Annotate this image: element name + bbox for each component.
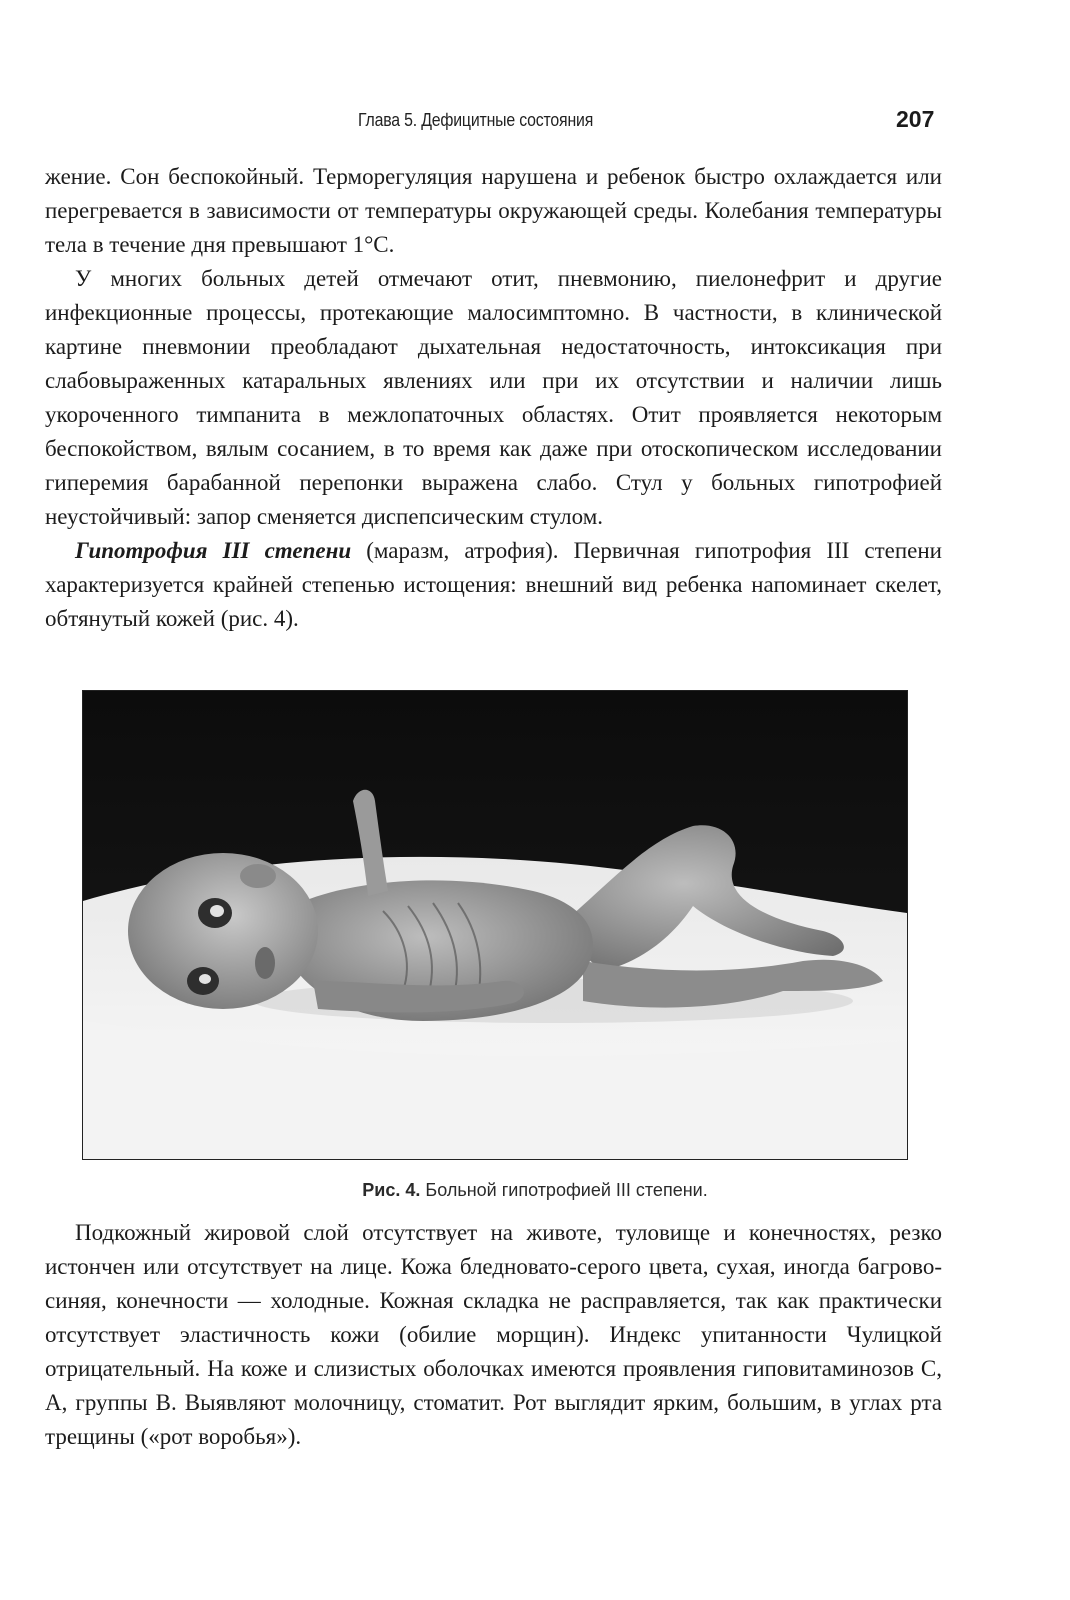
figure-caption: [0, 1180, 1070, 1201]
paragraph-infections: У многих больных детей отмечают отит, пневмонию, пиелонефрит и другие инфекционные процессы, протекающие малосимптомно. В частности, в клинической картине пневмонии преобладают дыхательная недостаточность, интоксикация при слабовыраженных катаральных явлениях или при их отсутствии и наличии лишь укороченного тимпанита в межлопаточных областях. Отит проявляется некоторым беспокойством, вялым сосанием, в то время как даже при отоскопическом исследовании гиперемия барабанной перепонки выражена слабо. Стул у больных гипотрофией неустойчивый: запор сменяется диспепсическим стулом.: [45, 266, 942, 529]
paragraph-hypotrophy-3-text: (маразм, атрофия). Первичная гипотрофия III степени характеризуется крайней степенью истощения: внешний вид ребенка напоминает скелет, обтянутый кожей (рис. 4).: [45, 538, 942, 631]
body-text-top: [45, 160, 942, 636]
paragraph-hypotrophy-3: [45, 534, 942, 636]
caption-label: Рис. 4.: [362, 1180, 421, 1200]
chapter-title: Глава 5. Дефицитные состояния: [358, 110, 594, 130]
term-hypotrophy-3: Гипотрофия III степени: [75, 538, 352, 563]
infant-photo-illustration: [83, 691, 907, 1159]
caption-text: Больной гипотрофией III степени.: [420, 1180, 708, 1200]
paragraph-skin: Подкожный жировой слой отсутствует на животе, туловище и конечностях, резко истончен или отсутствует на лице. Кожа бледновато-серого цвета, сухая, иногда багрово-синяя, конечности — холодные. Кожная складка не расправляется, так как практически отсутствует эластичность кожи (обилие морщин). Индекс упитанности Чулицкой отрицательный. На коже и слизистых оболочках имеются проявления гиповитаминозов С, А, группы В. Выявляют молочницу, стоматит. Рот выглядит ярким, большим, в углах рта трещины («рот воробья»).: [45, 1220, 942, 1449]
running-head: [0, 106, 1070, 136]
figure-photo: [82, 690, 908, 1160]
body-text-bottom: [45, 1216, 942, 1454]
page-number: 207: [896, 106, 935, 132]
paragraph-continuation: жение. Сон беспокойный. Терморегуляция нарушена и ребенок быстро охлаждается или перегревается в зависимости от температуры окружающей среды. Колебания температуры тела в течение дня превышают 1°С.: [45, 164, 942, 257]
